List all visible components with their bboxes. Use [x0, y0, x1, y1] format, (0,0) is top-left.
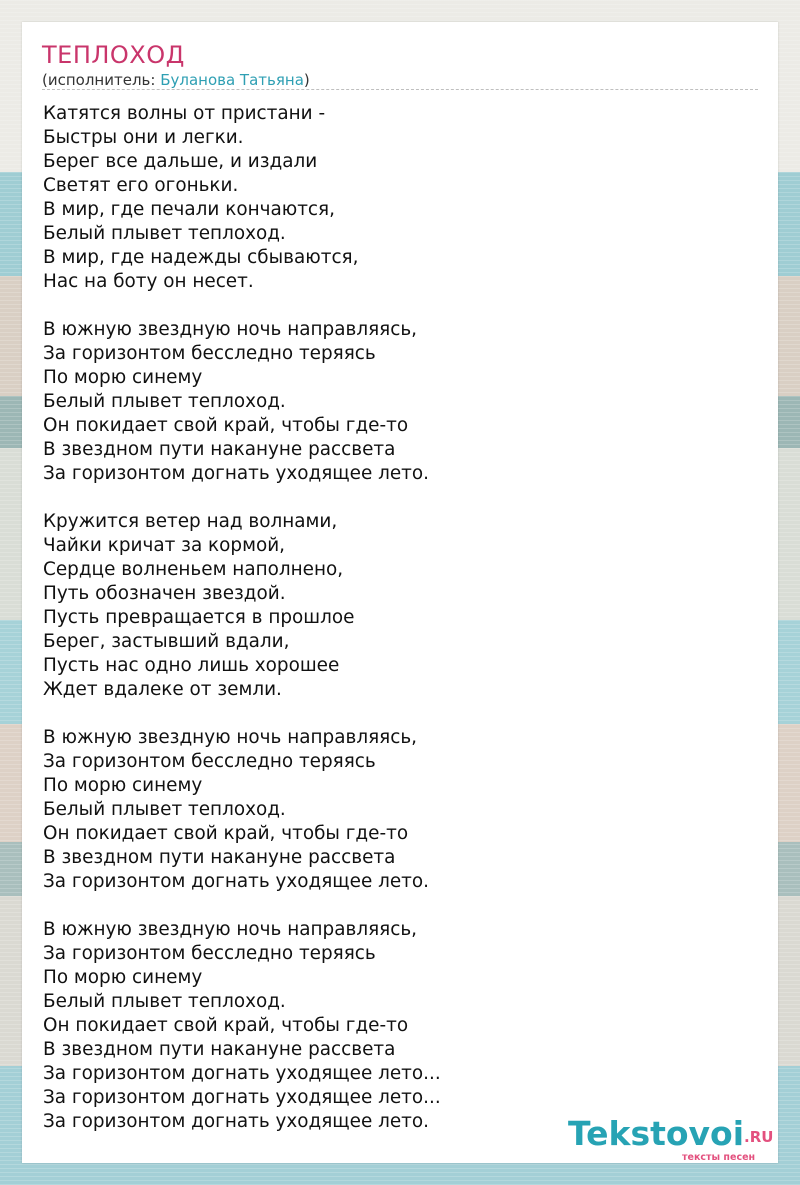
site-logo[interactable]: [568, 1114, 778, 1164]
logo-name: Tekstovoi: [568, 1114, 745, 1153]
song-title: ТЕПЛОХОД: [42, 41, 185, 69]
logo-tagline: тексты песен: [682, 1152, 756, 1163]
artist-line: [42, 71, 310, 89]
artist-suffix: ): [303, 71, 310, 89]
lyrics-card: [22, 22, 778, 1163]
lyrics-text: Катятся волны от пристани - Быстры они и легки. Берег все дальше, и издали Светят его огоньки. В мир, где печали кончаются, Белый плывет теплоход. В мир, где надежды сбываются, Нас на боту он несет. В южную звездную ночь направляясь, За горизонтом бесследно теряясь По морю синему Белый плывет теплоход. Он покидает свой край, чтобы где-то В звездном пути накануне рассвета За горизонтом догнать уходящее лето. Кружится ветер над волнами, Чайки кричат за кормой, Сердце волненьем наполнено, Путь обозначен звездой. Пусть превращается в прошлое Берег, застывший вдали, Пусть нас одно лишь хорошее Ждет вдалеке от земли. В южную звездную ночь направляясь, За горизонтом бесследно теряясь По морю синему Белый плывет теплоход. Он покидает свой край, чтобы где-то В звездном пути накануне рассвета За горизонтом догнать уходящее лето. В южную звездную ночь направляясь, За горизонтом бесследно теряясь По морю синему Белый плывет теплоход. Он покидает свой край, чтобы где-то В звездном пути накануне рассвета За горизонтом догнать уходящее лето... За горизонтом догнать уходящее лето... За горизонтом догнать уходящее лето.: [43, 103, 441, 1132]
logo-tld: .RU: [744, 1128, 774, 1146]
artist-link[interactable]: Буланова Татьяна: [160, 71, 304, 89]
title-divider: [42, 89, 758, 90]
artist-prefix: (исполнитель:: [42, 71, 161, 89]
